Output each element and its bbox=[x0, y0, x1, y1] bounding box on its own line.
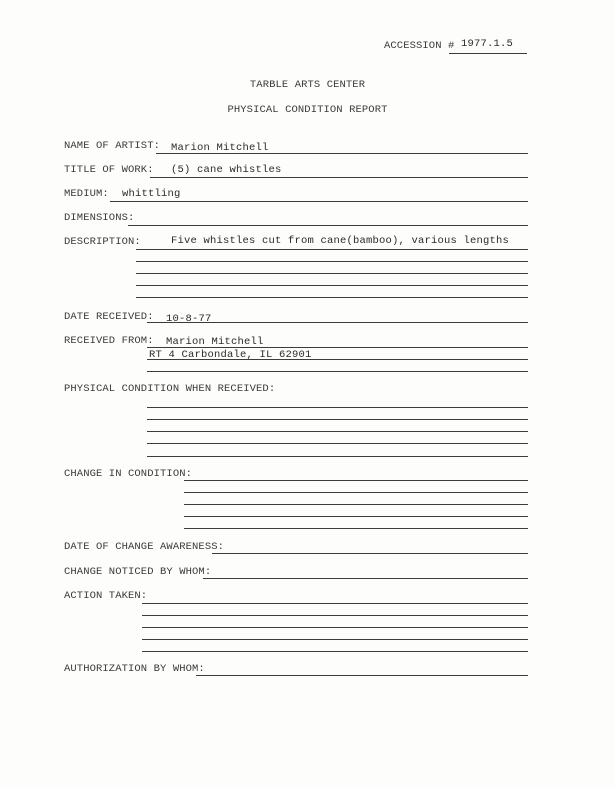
action-line-1 bbox=[142, 603, 528, 604]
date-received-value: 10-8-77 bbox=[166, 313, 212, 325]
artist-label: NAME OF ARTIST: bbox=[64, 140, 161, 152]
title-label: TITLE OF WORK: bbox=[64, 164, 154, 176]
report-title: PHYSICAL CONDITION REPORT bbox=[227, 104, 388, 116]
action-label: ACTION TAKEN: bbox=[64, 590, 148, 602]
dimensions-label: DIMENSIONS: bbox=[64, 212, 135, 224]
accession-label: ACCESSION # bbox=[384, 40, 455, 52]
physical-condition-line-4 bbox=[147, 443, 528, 444]
description-line-4 bbox=[136, 285, 528, 286]
accession-number: 1977.1.5 bbox=[461, 38, 514, 50]
change-line-5 bbox=[184, 528, 528, 529]
change-line-3 bbox=[184, 504, 528, 505]
received-from-line-1 bbox=[147, 347, 528, 348]
title-value: (5) cane whistles bbox=[171, 164, 282, 176]
physical-condition-line-1 bbox=[147, 407, 528, 408]
date-received-line bbox=[147, 322, 528, 323]
action-line-5 bbox=[142, 651, 528, 652]
medium-line bbox=[110, 201, 528, 202]
received-from-name: Marion Mitchell bbox=[166, 336, 264, 348]
received-from-line-2 bbox=[147, 359, 528, 360]
dimensions-line bbox=[128, 225, 528, 226]
authorization-label: AUTHORIZATION BY WHOM: bbox=[64, 663, 205, 675]
title-line bbox=[150, 177, 528, 178]
action-line-2 bbox=[142, 615, 528, 616]
description-label: DESCRIPTION: bbox=[64, 236, 141, 248]
action-line-4 bbox=[142, 639, 528, 640]
medium-label: MEDIUM: bbox=[64, 188, 109, 200]
action-line-3 bbox=[142, 627, 528, 628]
received-from-label: RECEIVED FROM: bbox=[64, 335, 154, 347]
physical-condition-line-2 bbox=[147, 419, 528, 420]
description-line-2 bbox=[136, 261, 528, 262]
physical-condition-label: PHYSICAL CONDITION WHEN RECEIVED: bbox=[64, 383, 276, 395]
physical-condition-line-5 bbox=[147, 456, 528, 457]
description-line-1 bbox=[136, 249, 528, 250]
change-noticed-label: CHANGE NOTICED BY WHOM: bbox=[64, 566, 212, 578]
description-line-3 bbox=[136, 273, 528, 274]
date-change-label: DATE OF CHANGE AWARENESS: bbox=[64, 541, 225, 553]
date-change-line bbox=[212, 553, 528, 554]
received-from-line-3 bbox=[147, 371, 528, 372]
org-name: TARBLE ARTS CENTER bbox=[249, 79, 366, 91]
date-received-label: DATE RECEIVED: bbox=[64, 311, 154, 323]
medium-value: whittling bbox=[122, 188, 181, 200]
description-line-5 bbox=[136, 297, 528, 298]
change-line-2 bbox=[184, 492, 528, 493]
change-label: CHANGE IN CONDITION: bbox=[64, 468, 193, 480]
accession-line bbox=[449, 53, 527, 54]
change-line-1 bbox=[184, 480, 528, 481]
received-from-address: RT 4 Carbondale, IL 62901 bbox=[149, 349, 312, 361]
authorization-line bbox=[196, 675, 528, 676]
artist-value: Marion Mitchell bbox=[171, 142, 269, 154]
artist-line bbox=[156, 153, 528, 154]
change-noticed-line bbox=[203, 578, 528, 579]
physical-condition-line-3 bbox=[147, 431, 528, 432]
description-value: Five whistles cut from cane(bamboo), various lengths bbox=[171, 235, 510, 247]
change-line-4 bbox=[184, 516, 528, 517]
